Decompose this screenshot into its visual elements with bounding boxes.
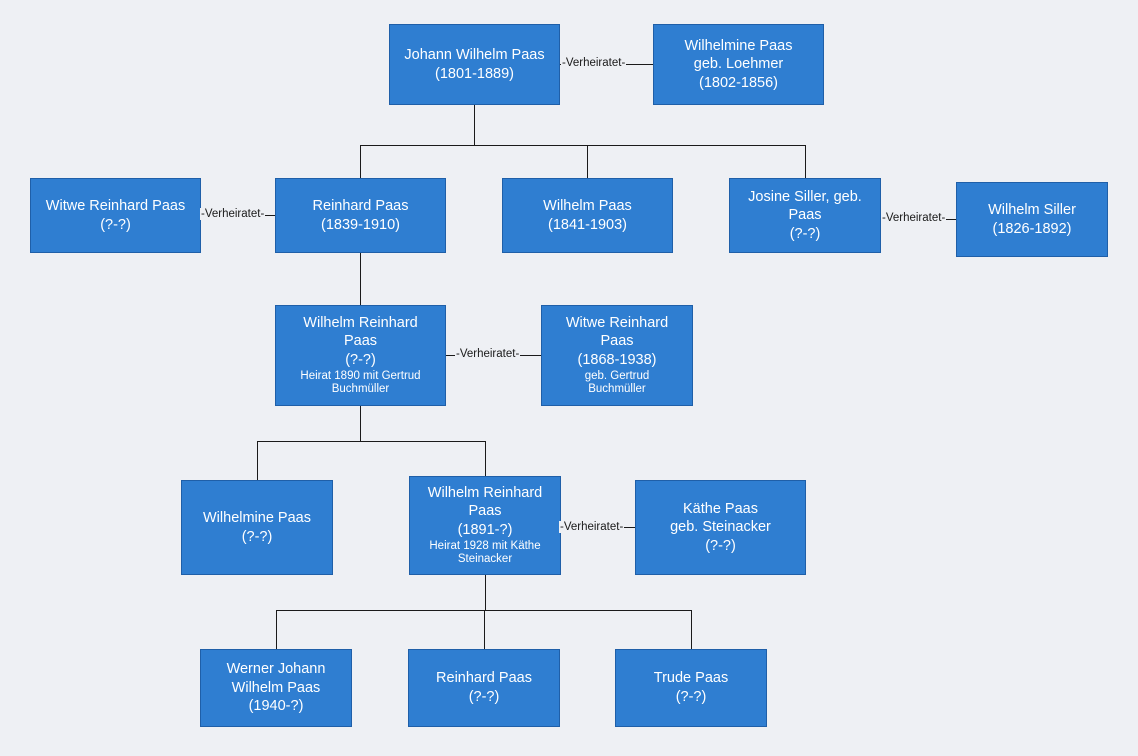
person-node-reinhard-paas[interactable] (408, 649, 560, 727)
connector-line-2 (474, 105, 475, 145)
person-node-line: (?-?) (789, 225, 821, 242)
person-node-wilhelm-reinhard-paas-sr[interactable] (275, 305, 446, 406)
connector-line-11 (360, 406, 361, 441)
person-node-wilhelm-siller-1826[interactable] (956, 182, 1108, 257)
connector-line-19 (484, 610, 485, 649)
person-node-line: (1801-1889) (435, 65, 514, 82)
person-node-line: (1940-?) (248, 698, 304, 715)
connector-line-9 (360, 253, 361, 305)
person-node-line: Wilhelm Paas (543, 197, 632, 214)
connector-line-12 (257, 441, 485, 442)
person-node-line: Paas (343, 333, 378, 350)
connector-line-6 (805, 145, 806, 178)
person-node-line: Paas (468, 503, 502, 520)
connector-line-14 (485, 441, 486, 476)
person-node-johann-wilhelm-paas[interactable] (389, 24, 560, 105)
person-node-line: (?-?) (100, 216, 131, 233)
person-node-line: (?-?) (675, 689, 707, 705)
person-node-line: Wilhelm Paas (231, 679, 321, 696)
person-node-line: (?-?) (241, 528, 273, 545)
person-node-line: Wilhelmine Paas (203, 509, 311, 526)
connector-line-16 (485, 575, 486, 610)
person-node-note: Heirat 1928 mit Käthe (429, 539, 541, 552)
marriage-label-m-wilhelmreinhard-kaethe: -Verheiratet- (560, 521, 624, 533)
person-node-line: geb. Steinacker (670, 519, 771, 536)
person-node-wilhelmine-paas-loehmer[interactable] (653, 24, 824, 105)
person-node-witwe-reinhard-paas-gertrud[interactable] (541, 305, 693, 406)
person-node-line: Paas (600, 333, 634, 350)
person-node-note: Buchmüller (588, 383, 646, 396)
person-node-line: (1839-1910) (321, 216, 400, 233)
person-node-line: Witwe Reinhard Paas (45, 197, 186, 214)
person-node-note: Steinacker (457, 553, 513, 566)
connector-line-4 (360, 145, 361, 178)
person-node-line: Reinhard Paas (436, 670, 532, 687)
person-node-line: Trude Paas (653, 670, 729, 687)
person-node-line: Käthe Paas (683, 500, 758, 517)
connector-line-3 (360, 145, 805, 146)
marriage-label-m-witwe-reinhard: -Verheiratet- (201, 208, 265, 220)
connector-line-5 (587, 145, 588, 178)
person-node-line: Wilhelm Reinhard (427, 484, 543, 501)
marriage-label-m-johann-wilhelmine: -Verheiratet- (562, 57, 626, 69)
person-node-line: Wilhelm Siller (988, 201, 1076, 218)
person-node-line: (1802-1856) (699, 74, 778, 91)
person-node-kaethe-paas-steinacker[interactable] (635, 480, 806, 575)
person-node-line: geb. Loehmer (693, 56, 784, 73)
person-node-line: Wilhelm Reinhard (303, 314, 418, 331)
person-node-line: (?-?) (705, 537, 736, 554)
person-node-line: Josine Siller, geb. (748, 188, 862, 205)
person-node-trude-paas[interactable] (615, 649, 767, 727)
person-node-line: Wilhelmine Paas (684, 37, 793, 54)
person-node-witwe-reinhard-paas-1[interactable] (30, 178, 201, 253)
person-node-note: geb. Gertrud (584, 369, 650, 382)
person-node-line: (?-?) (345, 351, 376, 368)
person-node-wilhelm-reinhard-paas-1891[interactable] (409, 476, 561, 575)
connector-line-20 (691, 610, 692, 649)
person-node-line: (1841-1903) (548, 216, 627, 233)
person-node-werner-johann-wilhelm-paas[interactable] (200, 649, 352, 727)
person-node-line: Reinhard Paas (312, 197, 409, 214)
connector-line-13 (257, 441, 258, 480)
person-node-line: Werner Johann (226, 661, 326, 678)
marriage-label-m-wilhelmreinhard-witwe: -Verheiratet- (456, 348, 520, 360)
person-node-josine-siller-geb-paas[interactable] (729, 178, 881, 253)
person-node-note: Heirat 1890 mit Gertrud (300, 369, 421, 382)
person-node-wilhelm-paas-1841[interactable] (502, 178, 673, 253)
person-node-line: (1868-1938) (577, 351, 657, 368)
person-node-note: Buchmüller (331, 383, 390, 396)
person-node-reinhard-paas-1839[interactable] (275, 178, 446, 253)
marriage-label-m-josine-wilhelm-siller: -Verheiratet- (882, 212, 946, 224)
person-node-line: (1826-1892) (992, 220, 1072, 237)
connector-line-18 (276, 610, 277, 649)
person-node-wilhelmine-paas[interactable] (181, 480, 333, 575)
person-node-line: (1891-?) (457, 521, 513, 538)
person-node-line: Witwe Reinhard (565, 314, 669, 331)
person-node-line: Paas (788, 207, 822, 224)
person-node-line: Johann Wilhelm Paas (404, 46, 545, 63)
person-node-line: (?-?) (468, 689, 500, 705)
